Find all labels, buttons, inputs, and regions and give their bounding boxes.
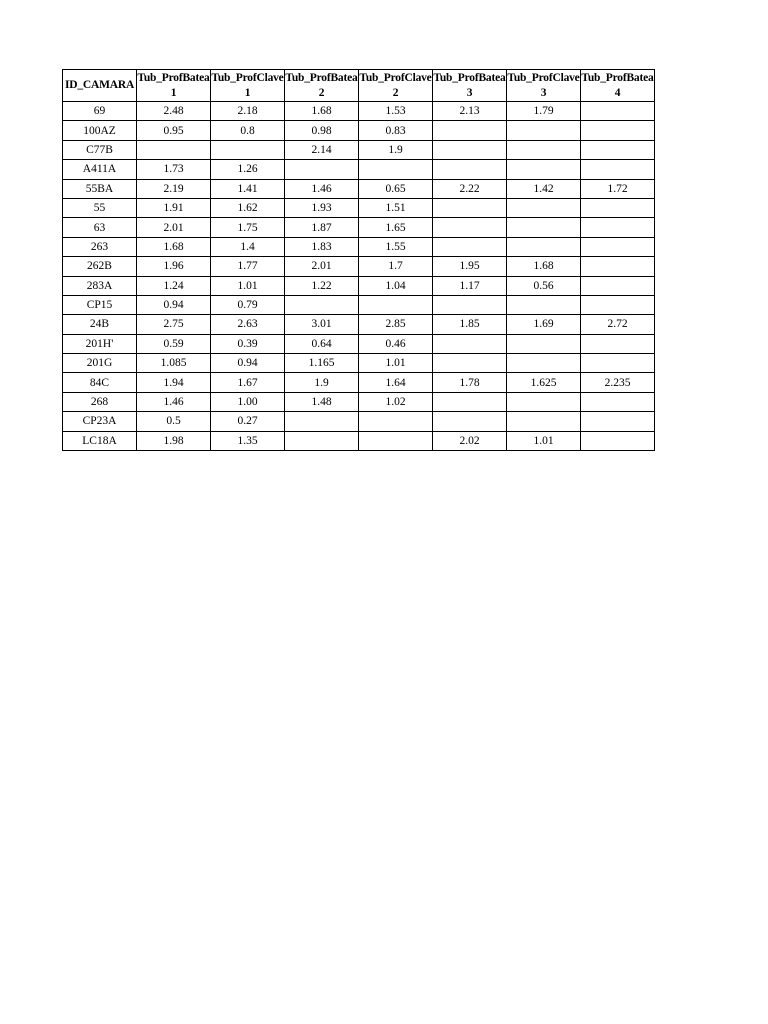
cell-id-camara: 84C [63,373,137,392]
table-cell: 1.91 [137,198,211,217]
table-row [63,276,655,295]
table-cell [433,334,507,353]
table-cell: 1.94 [137,373,211,392]
table-cell [433,140,507,159]
table-row [63,392,655,411]
table-row [63,198,655,217]
cell-id-camara: CP15 [63,295,137,314]
table-cell: 1.68 [285,102,359,121]
header-row [63,70,655,102]
table-cell: 1.22 [285,276,359,295]
table-cell [359,160,433,179]
table-cell: 1.72 [581,179,655,198]
table-row [63,237,655,256]
table-row [63,334,655,353]
cell-id-camara: 63 [63,218,137,237]
cell-id-camara: 69 [63,102,137,121]
table-cell [433,392,507,411]
table-cell: 0.46 [359,334,433,353]
table-cell: 2.85 [359,315,433,334]
table-cell: 1.46 [137,392,211,411]
cell-id-camara: 263 [63,237,137,256]
table-cell [507,198,581,217]
table-cell: 2.02 [433,431,507,450]
table-cell: 1.04 [359,276,433,295]
table-cell: 1.78 [433,373,507,392]
table-cell: 1.65 [359,218,433,237]
cell-id-camara: 262B [63,257,137,276]
table-cell: 1.01 [507,431,581,450]
table-cell [581,160,655,179]
table-cell [581,218,655,237]
table-row [63,257,655,276]
table-cell [137,140,211,159]
table-cell [359,295,433,314]
cell-id-camara: LC18A [63,431,137,450]
table-cell: 2.235 [581,373,655,392]
header-prof-batea-3: Tub_ProfBatea3 [433,70,507,102]
table-cell [507,218,581,237]
table-cell: 1.7 [359,257,433,276]
table-cell: 1.95 [433,257,507,276]
table-cell: 2.14 [285,140,359,159]
table-cell: 2.19 [137,179,211,198]
table-cell: 1.83 [285,237,359,256]
table-cell: 1.67 [211,373,285,392]
table-cell: 1.62 [211,198,285,217]
table-cell [359,412,433,431]
table-cell: 1.165 [285,354,359,373]
table-cell: 1.48 [285,392,359,411]
table-cell [433,354,507,373]
table-cell: 2.72 [581,315,655,334]
table-cell: 1.01 [211,276,285,295]
table-cell: 1.35 [211,431,285,450]
table-cell [581,392,655,411]
table-cell [581,412,655,431]
table-cell: 2.63 [211,315,285,334]
table-cell [433,295,507,314]
spreadsheet-page [62,69,655,451]
table-cell: 1.68 [137,237,211,256]
table-row [63,295,655,314]
table-row [63,140,655,159]
table-cell [507,354,581,373]
table-cell: 1.625 [507,373,581,392]
table-cell: 1.85 [433,315,507,334]
table-cell [433,121,507,140]
cell-id-camara: A411A [63,160,137,179]
table-cell [507,237,581,256]
cell-id-camara: 268 [63,392,137,411]
table-row [63,102,655,121]
table-cell: 0.98 [285,121,359,140]
header-prof-clave-2: Tub_ProfClave2 [359,70,433,102]
table-cell: 2.48 [137,102,211,121]
table-cell: 1.085 [137,354,211,373]
table-cell [581,140,655,159]
table-cell: 0.94 [137,295,211,314]
table-cell: 1.51 [359,198,433,217]
table-cell: 1.93 [285,198,359,217]
table-cell [581,334,655,353]
cell-id-camara: 24B [63,315,137,334]
table-row [63,354,655,373]
table-cell [581,257,655,276]
table-cell: 1.87 [285,218,359,237]
table-cell: 3.01 [285,315,359,334]
table-cell: 1.46 [285,179,359,198]
table-cell: 1.17 [433,276,507,295]
table-cell: 2.22 [433,179,507,198]
table-cell: 2.75 [137,315,211,334]
table-cell [581,237,655,256]
table-cell [285,412,359,431]
table-cell [433,237,507,256]
table-cell: 0.65 [359,179,433,198]
cell-id-camara: CP23A [63,412,137,431]
cell-id-camara: 55 [63,198,137,217]
table-cell: 0.95 [137,121,211,140]
table-cell: 1.69 [507,315,581,334]
cell-id-camara: 201H' [63,334,137,353]
table-cell: 0.59 [137,334,211,353]
table-cell [433,160,507,179]
table-cell: 0.64 [285,334,359,353]
cell-id-camara: C77B [63,140,137,159]
table-cell [581,295,655,314]
table-body [63,102,655,451]
table-cell [507,160,581,179]
table-cell: 1.24 [137,276,211,295]
table-cell: 1.42 [507,179,581,198]
table-cell: 1.79 [507,102,581,121]
cell-id-camara: 55BA [63,179,137,198]
table-cell: 2.18 [211,102,285,121]
cell-id-camara: 100AZ [63,121,137,140]
table-cell [433,218,507,237]
table-cell: 1.41 [211,179,285,198]
table-cell [507,121,581,140]
table-cell [285,160,359,179]
table-cell: 1.98 [137,431,211,450]
table-cell: 1.64 [359,373,433,392]
table-cell: 0.94 [211,354,285,373]
table-row [63,218,655,237]
table-cell [581,102,655,121]
table-cell: 0.56 [507,276,581,295]
table-cell: 1.00 [211,392,285,411]
table-cell: 0.8 [211,121,285,140]
table-cell [581,121,655,140]
table-cell [433,198,507,217]
table-row [63,179,655,198]
table-cell [581,276,655,295]
table-cell: 1.96 [137,257,211,276]
table-cell: 1.55 [359,237,433,256]
table-cell: 1.77 [211,257,285,276]
table-cell: 1.01 [359,354,433,373]
table-row [63,412,655,431]
header-prof-clave-1: Tub_ProfClave1 [211,70,285,102]
table-cell [433,412,507,431]
header-prof-batea-1: Tub_ProfBatea1 [137,70,211,102]
table-cell: 1.73 [137,160,211,179]
table-cell [581,198,655,217]
table-cell [581,354,655,373]
table-cell: 0.39 [211,334,285,353]
table-row [63,431,655,450]
header-id-camara: ID_CAMARA [63,70,137,102]
table-cell [507,392,581,411]
table-cell [285,295,359,314]
table-cell: 0.79 [211,295,285,314]
table-cell: 0.5 [137,412,211,431]
table-cell [507,412,581,431]
table-cell [285,431,359,450]
table-cell [359,431,433,450]
header-prof-clave-3: Tub_ProfClave3 [507,70,581,102]
table-row [63,121,655,140]
table-cell [581,431,655,450]
table-row [63,160,655,179]
table-cell: 1.75 [211,218,285,237]
table-cell [507,140,581,159]
table-cell: 1.26 [211,160,285,179]
table-cell: 2.01 [285,257,359,276]
header-prof-batea-4: Tub_ProfBatea4 [581,70,655,102]
cell-id-camara: 201G [63,354,137,373]
table-row [63,373,655,392]
cell-id-camara: 283A [63,276,137,295]
header-prof-batea-2: Tub_ProfBatea2 [285,70,359,102]
table-cell [507,295,581,314]
table-cell [507,334,581,353]
table-cell: 1.9 [285,373,359,392]
table-cell: 2.13 [433,102,507,121]
data-table [62,69,655,451]
table-cell: 1.4 [211,237,285,256]
table-row [63,315,655,334]
table-cell: 1.02 [359,392,433,411]
table-cell [211,140,285,159]
table-cell: 1.53 [359,102,433,121]
table-cell: 0.27 [211,412,285,431]
table-cell: 2.01 [137,218,211,237]
table-cell: 1.9 [359,140,433,159]
table-cell: 1.68 [507,257,581,276]
table-cell: 0.83 [359,121,433,140]
